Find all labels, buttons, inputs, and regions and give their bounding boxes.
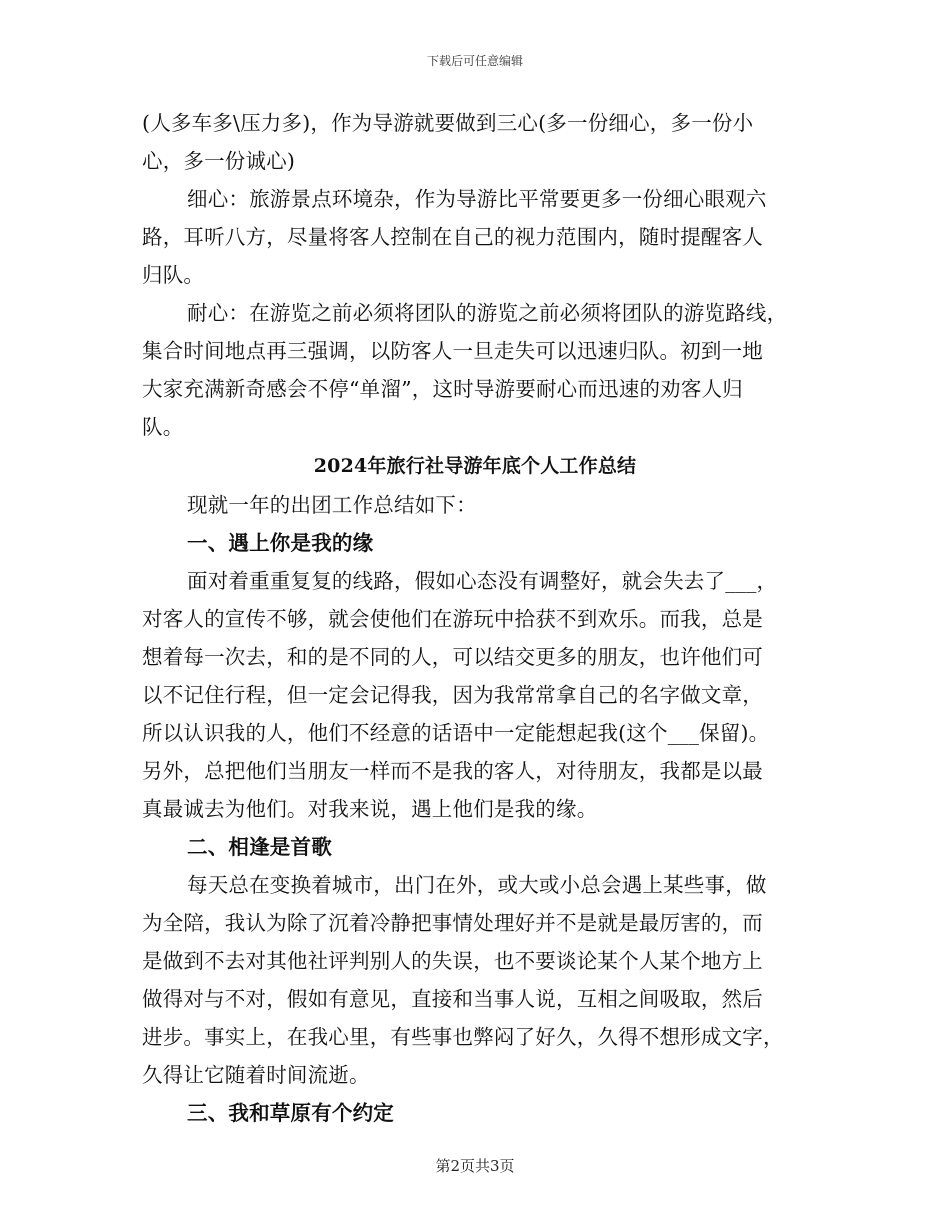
section-heading: 一、遇上你是我的缘 bbox=[187, 531, 374, 555]
paragraph-start-line: 每天总在变换着城市，出门在外，或大或小总会遇上某些事，做 bbox=[187, 873, 767, 897]
paragraph-start-line: 细心：旅游景点环境杂，作为导游比平常要更多一份细心眼观六 bbox=[187, 187, 767, 211]
paragraph-start-line: 耐心：在游览之前必须将团队的游览之前必须将团队的游览路线， bbox=[187, 301, 788, 325]
text-line: 归队。 bbox=[142, 263, 205, 287]
text-line: 队。 bbox=[142, 415, 184, 439]
page-header: 下载后可任意编辑 bbox=[426, 54, 523, 68]
text-line: 做得对与不对，假如有意见，直接和当事人说，互相之间吸取，然后 bbox=[142, 987, 763, 1011]
text-line: 以不记住行程，但一定会记得我，因为我常常拿自己的名字做文章， bbox=[142, 683, 763, 707]
text-line: 集合时间地点再三强调，以防客人一旦走失可以迅速归队。初到一地 bbox=[142, 339, 763, 363]
text-line: (人多车多\压力多)，作为导游就要做到三心(多一份细心，多一份小 bbox=[142, 111, 754, 135]
paragraph-start-line: 面对着重重复复的线路，假如心态没有调整好，就会失去了___， bbox=[187, 569, 778, 593]
text-line: 对客人的宣传不够，就会使他们在游玩中拾获不到欢乐。而我，总是 bbox=[142, 607, 763, 631]
text-line: 真最诚去为他们。对我来说，遇上他们是我的缘。 bbox=[142, 797, 598, 821]
section-heading: 三、我和草原有个约定 bbox=[187, 1101, 394, 1125]
text-line: 为全陪，我认为除了沉着冷静把事情处理好并不是就是最厉害的，而 bbox=[142, 911, 763, 935]
text-line: 心，多一份诚心) bbox=[142, 149, 296, 173]
text-line: 是做到不去对其他社评判别人的失误，也不要谈论某个人某个地方上 bbox=[142, 949, 763, 973]
text-line: 想着每一次去，和的是不同的人，可以结交更多的朋友，也许他们可 bbox=[142, 645, 763, 669]
text-line: 大家充满新奇感会不停“单溜”，这时导游要耐心而迅速的劝客人归 bbox=[142, 377, 743, 401]
text-line: 所以认识我的人，他们不经意的话语中一定能想起我(这个___保留)。 bbox=[142, 721, 770, 745]
text-line: 另外，总把他们当朋友一样而不是我的客人，对待朋友，我都是以最 bbox=[142, 759, 763, 783]
text-line: 路，耳听八方，尽量将客人控制在自己的视力范围内，随时提醒客人 bbox=[142, 225, 763, 249]
text-line: 久得让它随着时间流逝。 bbox=[142, 1063, 370, 1087]
section-heading: 二、相逢是首歌 bbox=[187, 835, 332, 859]
paragraph-start-line: 现就一年的出团工作总结如下： bbox=[187, 493, 477, 517]
document-title: 2024年旅行社导游年底个人工作总结 bbox=[313, 455, 637, 477]
document-body bbox=[142, 104, 808, 1132]
text-line: 进步。事实上，在我心里，有些事也弊闷了好久，久得不想形成文字， bbox=[142, 1025, 784, 1049]
page-footer: 第2页共3页 bbox=[435, 1157, 515, 1175]
